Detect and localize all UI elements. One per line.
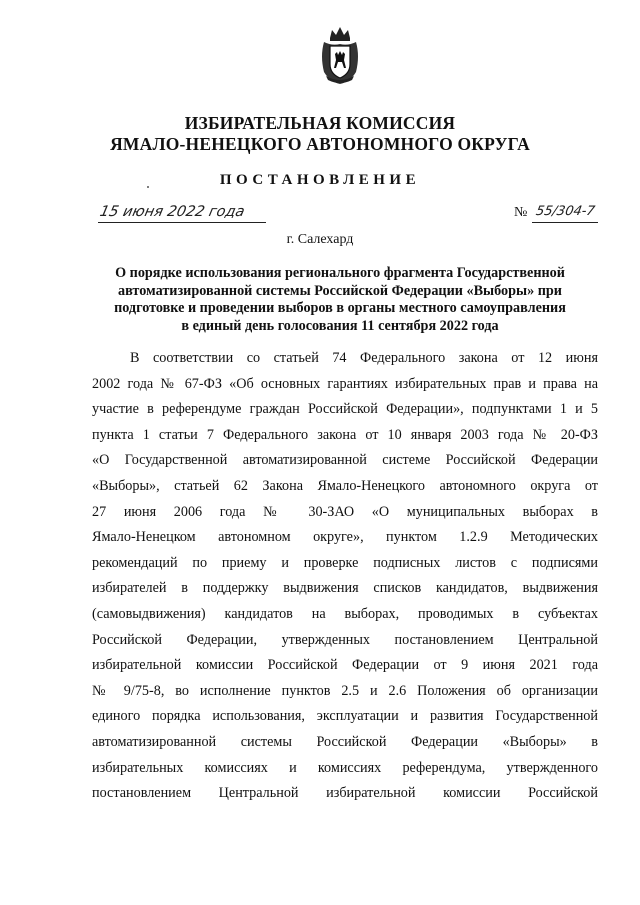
body-line: избирательной комиссии Российской Федерации от 9 июня 2021 года bbox=[92, 657, 598, 674]
body-line: постановлением Центральной избирательной комиссии Российской bbox=[92, 785, 598, 802]
document-body bbox=[92, 346, 598, 807]
body-line: 2002 года № 67-ФЗ «Об основных гарантиях избирательных прав и права на bbox=[92, 375, 598, 392]
number-field bbox=[514, 206, 598, 224]
coat-of-arms-icon bbox=[318, 24, 362, 86]
body-line: избирателей в поддержку выдвижения списков кандидатов, выдвижения bbox=[92, 580, 598, 597]
handwritten-number: 55/304-7 bbox=[534, 204, 597, 219]
subject-line: в единый день голосования 11 сентября 2022 года bbox=[181, 317, 499, 334]
body-line: Ямало-Ненецком автономном округе», пунктом 1.2.9 Методических bbox=[92, 529, 598, 546]
date-underline bbox=[98, 222, 266, 223]
document-subject bbox=[100, 265, 580, 335]
subject-line: автоматизированной системы Российской Федерации «Выборы» при bbox=[118, 282, 562, 299]
body-line: единого порядка использования, эксплуатации и развития Государственной bbox=[92, 708, 598, 725]
document-type: ПОСТАНОВЛЕНИЕ bbox=[219, 172, 421, 188]
body-line: пункта 1 статьи 7 Федерального закона от 10 января 2003 года № 20-ФЗ bbox=[92, 426, 598, 443]
body-line: «О Государственной автоматизированной системе Российской Федерации bbox=[92, 452, 598, 469]
body-line: автоматизированной системы Российской Федерации «Выборы» в bbox=[92, 733, 598, 750]
body-line: участие в референдуме граждан Российской Федерации», подпунктами 1 и 5 bbox=[92, 401, 598, 418]
handwritten-date: 15 июня 2022 года bbox=[98, 204, 247, 220]
city-line: г. Салехард bbox=[286, 232, 354, 247]
body-line: избирательных комиссиях и комиссиях референдума, утвержденного bbox=[92, 759, 598, 776]
number-prefix: № bbox=[514, 205, 528, 220]
organization-name-line2: ЯМАЛО-НЕНЕЦКОГО АВТОНОМНОГО ОКРУГА bbox=[110, 134, 530, 154]
subject-line: подготовке и проведении выборов в органы местного самоуправления bbox=[114, 300, 566, 316]
subject-line: О порядке использования регионального фрагмента Государственной bbox=[115, 265, 565, 281]
body-line: Российской Федерации, утвержденных постановлением Центральной bbox=[92, 631, 598, 648]
body-line: «Выборы», статьей 62 Закона Ямало-Ненецкого автономного округа от bbox=[92, 477, 598, 494]
date-field bbox=[98, 206, 266, 224]
body-line: рекомендаций по приему и проверке подписных листов с подписями bbox=[92, 554, 598, 571]
body-line: 27 июня 2006 года № 30-ЗАО «О муниципальных выборах в bbox=[92, 503, 598, 520]
number-underline bbox=[532, 222, 598, 223]
body-line: В соответствии со статьей 74 Федерального закона от 12 июня bbox=[130, 350, 598, 366]
organization-name-line1: ИЗБИРАТЕЛЬНАЯ КОМИССИЯ bbox=[184, 113, 456, 133]
body-line: № 9/75-8, во исполнение пунктов 2.5 и 2.6 Положения об организации bbox=[92, 682, 598, 699]
body-line: (самовыдвижения) кандидатов на выборах, проводимых в субъектах bbox=[92, 605, 598, 622]
